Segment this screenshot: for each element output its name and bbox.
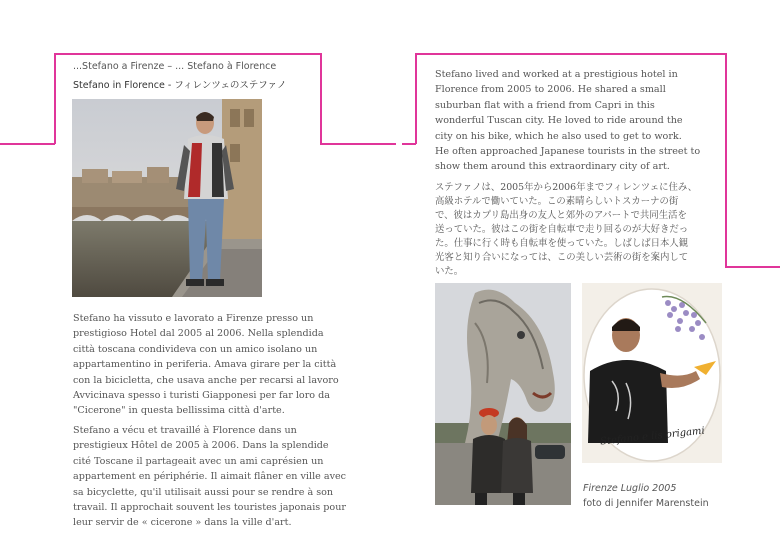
french-line: travail. Il approchait souvent les touristes japonais pour xyxy=(73,502,346,514)
french-line: leur servir de « cicerone » dans la ville d'art. xyxy=(73,517,292,529)
italian-line: città toscana condivideva con un amico isolano un xyxy=(73,343,318,355)
english-line: Stefano lived and worked at a prestigious hotel in xyxy=(435,69,678,80)
japanese-paragraph xyxy=(435,181,697,279)
frame-line-right-left-bottom xyxy=(402,143,416,145)
english-line: show them around this extraordinary city of art. xyxy=(435,161,670,173)
french-line: prestigieux Hôtel de 2005 à 2006. Dans la splendide xyxy=(73,440,329,452)
japanese-line: ステファノは、2005年から2006年までフィレンツェに住み、 xyxy=(435,182,698,193)
frame-line-left-top xyxy=(54,53,321,55)
english-line: wonderful Tuscan city. He loved to ride around the xyxy=(435,115,683,127)
frame-line-left-vertical xyxy=(54,53,56,144)
italian-line: appartamentino in periferia. Amava girare per la città xyxy=(73,359,337,371)
italian-line: prestigioso Hotel dal 2005 al 2006. Nella splendida xyxy=(73,328,324,340)
french-paragraph xyxy=(73,423,346,531)
french-line: cité Toscane il partageait avec un ami caprésien un xyxy=(73,455,324,467)
photo-horse-statue xyxy=(435,283,571,505)
japanese-line: 光客と知り合いになっては、この美しい芸術の街を案内して xyxy=(435,252,689,263)
caption-credit: foto di Jennifer Marenstein xyxy=(583,498,709,509)
japanese-line: 送っていた。彼はこの街を自転車で走り回るのが大好きだっ xyxy=(435,224,689,235)
photo-origami-plate xyxy=(582,283,722,463)
italian-line: con la bicicletta, che usava anche per recarsi al lavoro xyxy=(73,374,339,386)
english-line: city on his bike, which he also used to get to work. xyxy=(435,130,682,142)
italian-line: Avvicinava spesso i turisti Giapponesi per far loro da xyxy=(73,390,330,402)
page-subtitle: ...Stefano a Firenze – ... Stefano à Florence xyxy=(73,61,277,72)
japanese-line: た。仕事に行く時も自転車を使っていた。しばしば日本人観 xyxy=(435,238,689,249)
page-title: Stefano in Florence - フィレンツェのステファノ xyxy=(73,80,287,91)
english-line: suburban flat with a friend from Capri in this xyxy=(435,99,655,111)
frame-line-right-top xyxy=(415,53,726,55)
french-line: Stefano a vécu et travaillé à Florence dans un xyxy=(73,425,297,436)
italian-line: "Cicerone" in questa bellissima città d'arte. xyxy=(73,405,285,417)
frame-line-right-bottom xyxy=(725,266,780,268)
japanese-line: で、彼はカプリ島出身の友人と郊外のアパートで共同生活を xyxy=(435,210,687,221)
japanese-line: いた。 xyxy=(435,266,464,277)
japanese-line: 高級ホテルで働いていた。この素晴らしいトスカーナの街 xyxy=(435,196,679,207)
photo-ponte-vecchio xyxy=(72,99,262,297)
english-line: Florence from 2005 to 2006. He shared a small xyxy=(435,84,666,96)
frame-line-left-right-bottom xyxy=(320,143,396,145)
frame-line-left-bottom xyxy=(0,143,55,145)
english-paragraph xyxy=(435,67,700,175)
frame-line-right-vertical xyxy=(725,53,727,267)
caption-date: Firenze Luglio 2005 xyxy=(583,483,677,494)
english-line: He often approached Japanese tourists in the street to xyxy=(435,146,701,158)
frame-line-left-right-drop xyxy=(320,53,322,144)
frame-line-right-left-vertical xyxy=(415,53,417,144)
french-line: sa bicyclette, qu'il utilisait aussi pour se rendre à son xyxy=(73,486,334,498)
italian-paragraph xyxy=(73,311,339,419)
french-line: appartement en périphérie. Il aimait flâner en ville avec xyxy=(73,471,347,483)
plate-handwriting: Stefano e lis origami xyxy=(599,425,706,448)
italian-line: Stefano ha vissuto e lavorato a Firenze presso un xyxy=(73,313,314,324)
photo-caption xyxy=(583,481,709,511)
